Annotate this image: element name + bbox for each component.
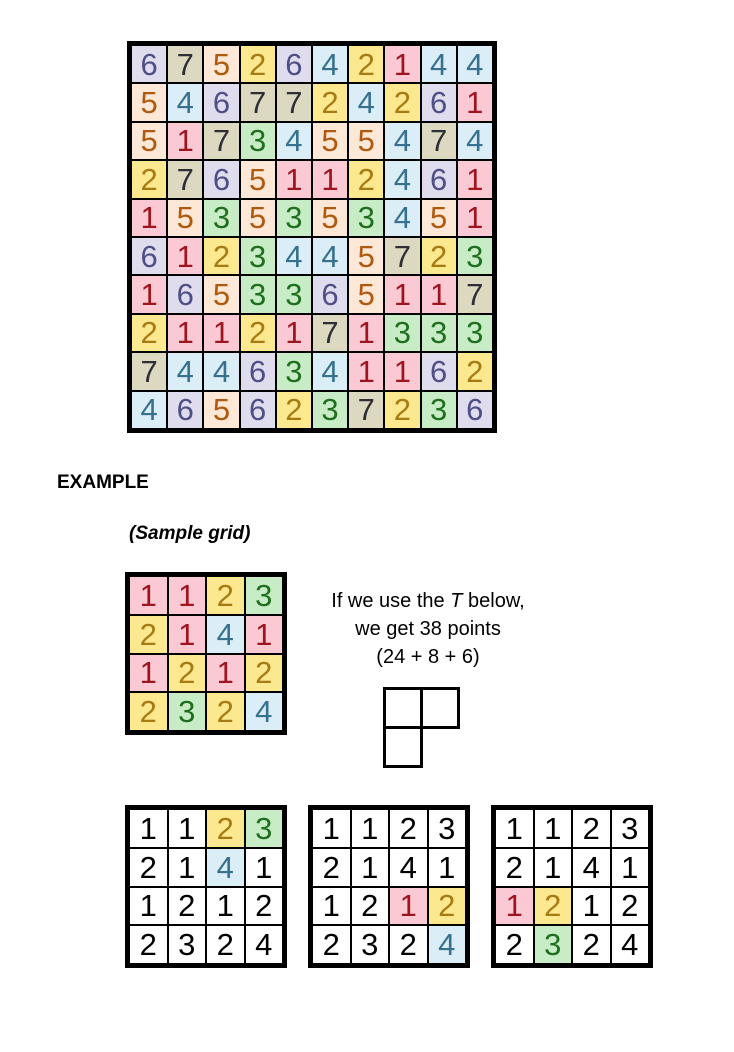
grid-cell: 6 (241, 392, 275, 428)
grid-cell: 1 (130, 888, 167, 925)
grid-cell: 7 (277, 84, 311, 120)
grid-cell: 2 (241, 46, 275, 82)
grid-cell: 2 (612, 888, 649, 925)
grid-cell: 4 (573, 849, 610, 886)
grid-cell: 6 (132, 238, 166, 274)
grid-cell: 1 (352, 849, 389, 886)
grid-cell: 1 (385, 276, 419, 312)
grid-cell: 2 (385, 84, 419, 120)
grid-cell: 4 (349, 84, 383, 120)
grid-cell: 5 (132, 84, 166, 120)
grid-cell: 2 (132, 315, 166, 351)
sample-grid-caption: (Sample grid) (129, 523, 251, 544)
grid-cell: 7 (458, 276, 492, 312)
puzzle-grid (127, 41, 497, 433)
annotation-text (306, 587, 550, 671)
grid-cell: 3 (313, 392, 347, 428)
grid-cell: 1 (313, 810, 350, 847)
grid-cell: 4 (429, 926, 466, 963)
grid-cell: 2 (207, 926, 244, 963)
grid-cell: 1 (573, 888, 610, 925)
grid-cell: 2 (429, 888, 466, 925)
grid-cell: 2 (207, 810, 244, 847)
grid-cell: 2 (130, 693, 167, 730)
grid-cell: 2 (246, 888, 283, 925)
grid-cell: 5 (241, 161, 275, 197)
grid-cell: 2 (130, 926, 167, 963)
grid-cell: 3 (535, 926, 572, 963)
grid-cell: 3 (422, 392, 456, 428)
grid-cell: 1 (612, 849, 649, 886)
grid-cell: 3 (169, 926, 206, 963)
grid-cell: 2 (132, 161, 166, 197)
grid-cell: 6 (204, 84, 238, 120)
grid-cell: 1 (458, 200, 492, 236)
grid-cell: 3 (429, 810, 466, 847)
grid-cell: 1 (204, 315, 238, 351)
grid-cell: 4 (458, 123, 492, 159)
placement-grid-3 (491, 805, 653, 968)
grid-cell: 1 (390, 888, 427, 925)
grid-cell: 3 (612, 810, 649, 847)
grid-cell: 2 (169, 655, 206, 692)
grid-cell: 3 (458, 238, 492, 274)
grid-cell: 5 (349, 276, 383, 312)
grid-cell: 3 (241, 276, 275, 312)
grid-cell: 7 (422, 123, 456, 159)
grid-cell: 5 (349, 123, 383, 159)
grid-cell: 2 (349, 46, 383, 82)
grid-cell: 5 (313, 123, 347, 159)
grid-cell: 1 (169, 616, 206, 653)
grid-cell: 2 (535, 888, 572, 925)
grid-cell: 2 (573, 926, 610, 963)
grid-cell: 3 (422, 315, 456, 351)
grid-cell: 1 (277, 161, 311, 197)
grid-cell: 6 (422, 161, 456, 197)
grid-cell: 4 (132, 392, 166, 428)
grid-cell: 2 (169, 888, 206, 925)
grid-cell: 1 (313, 161, 347, 197)
grid-cell: 4 (422, 46, 456, 82)
grid-cell: 6 (241, 353, 275, 389)
grid-cell: 4 (168, 353, 202, 389)
grid-cell: 6 (204, 161, 238, 197)
grid-cell: 3 (241, 123, 275, 159)
grid-cell: 5 (241, 200, 275, 236)
grid-cell: 5 (168, 200, 202, 236)
grid-cell: 4 (246, 693, 283, 730)
grid-cell: 6 (313, 276, 347, 312)
grid-cell: 1 (132, 200, 166, 236)
grid-cell: 7 (385, 238, 419, 274)
grid-cell: 1 (429, 849, 466, 886)
grid-cell: 1 (132, 276, 166, 312)
grid-cell: 4 (385, 161, 419, 197)
grid-cell: 1 (385, 46, 419, 82)
sample-grid (125, 572, 287, 735)
example-heading: EXAMPLE (57, 472, 149, 493)
grid-cell: 1 (130, 810, 167, 847)
grid-cell: 2 (207, 577, 244, 614)
grid-cell: 1 (169, 810, 206, 847)
grid-cell: 2 (246, 655, 283, 692)
grid-cell: 1 (349, 315, 383, 351)
grid-cell: 1 (207, 655, 244, 692)
grid-cell: 1 (277, 315, 311, 351)
grid-cell: 6 (458, 392, 492, 428)
grid-cell: 1 (349, 353, 383, 389)
grid-cell: 7 (168, 161, 202, 197)
grid-cell: 1 (535, 810, 572, 847)
grid-cell: 5 (204, 46, 238, 82)
grid-cell: 5 (349, 238, 383, 274)
grid-cell: 3 (204, 200, 238, 236)
grid-cell: 1 (458, 84, 492, 120)
grid-cell: 5 (422, 200, 456, 236)
grid-cell: 6 (422, 84, 456, 120)
grid-cell: 1 (246, 616, 283, 653)
grid-cell: 2 (313, 84, 347, 120)
grid-cell: 6 (132, 46, 166, 82)
grid-cell: 2 (390, 926, 427, 963)
grid-cell: 1 (169, 849, 206, 886)
grid-cell: 2 (458, 353, 492, 389)
grid-cell: 2 (352, 888, 389, 925)
grid-cell: 2 (422, 238, 456, 274)
grid-cell: 7 (241, 84, 275, 120)
grid-cell: 1 (535, 849, 572, 886)
annotation-line-3: (24 + 8 + 6) (376, 646, 480, 668)
t-tromino-shape (383, 687, 463, 769)
grid-cell: 1 (207, 888, 244, 925)
grid-cell: 3 (169, 693, 206, 730)
grid-cell: 1 (352, 810, 389, 847)
grid-cell: 7 (313, 315, 347, 351)
grid-cell: 7 (132, 353, 166, 389)
grid-cell: 1 (168, 123, 202, 159)
grid-cell: 4 (207, 616, 244, 653)
grid-cell: 2 (496, 926, 533, 963)
grid-cell: 2 (130, 849, 167, 886)
grid-cell: 4 (168, 84, 202, 120)
grid-cell: 1 (496, 810, 533, 847)
grid-cell: 1 (130, 655, 167, 692)
grid-cell: 3 (277, 200, 311, 236)
grid-cell: 5 (132, 123, 166, 159)
grid-cell: 3 (241, 238, 275, 274)
grid-cell: 5 (204, 276, 238, 312)
grid-cell: 7 (349, 392, 383, 428)
grid-cell: 2 (313, 926, 350, 963)
grid-cell: 4 (204, 353, 238, 389)
grid-cell: 4 (458, 46, 492, 82)
grid-cell: 1 (130, 577, 167, 614)
grid-cell: 4 (390, 849, 427, 886)
grid-cell: 1 (422, 276, 456, 312)
grid-cell: 7 (168, 46, 202, 82)
grid-cell: 4 (313, 46, 347, 82)
annotation-line-2: we get 38 points (355, 618, 501, 640)
grid-cell: 1 (458, 161, 492, 197)
annotation-line-1: If we use the T below, (331, 590, 525, 612)
grid-cell: 1 (385, 353, 419, 389)
grid-cell: 2 (277, 392, 311, 428)
grid-cell: 2 (390, 810, 427, 847)
grid-cell: 3 (277, 353, 311, 389)
grid-cell: 4 (313, 238, 347, 274)
grid-cell: 4 (313, 353, 347, 389)
grid-cell: 1 (313, 888, 350, 925)
placement-grid-2 (308, 805, 470, 968)
grid-cell: 2 (349, 161, 383, 197)
grid-cell: 4 (277, 238, 311, 274)
grid-cell: 6 (277, 46, 311, 82)
grid-cell: 3 (349, 200, 383, 236)
grid-cell: 2 (241, 315, 275, 351)
grid-cell: 1 (168, 238, 202, 274)
grid-cell: 3 (277, 276, 311, 312)
grid-cell: 2 (496, 849, 533, 886)
grid-cell: 6 (168, 392, 202, 428)
placement-grid-1 (125, 805, 287, 968)
grid-cell: 7 (204, 123, 238, 159)
grid-cell: 4 (385, 200, 419, 236)
grid-cell: 3 (246, 810, 283, 847)
grid-cell: 4 (612, 926, 649, 963)
grid-cell: 5 (204, 392, 238, 428)
grid-cell: 3 (458, 315, 492, 351)
grid-cell: 2 (313, 849, 350, 886)
grid-cell: 6 (422, 353, 456, 389)
grid-cell: 2 (573, 810, 610, 847)
grid-cell: 1 (496, 888, 533, 925)
grid-cell: 1 (168, 315, 202, 351)
grid-cell: 3 (246, 577, 283, 614)
grid-cell: 1 (246, 849, 283, 886)
grid-cell: 5 (313, 200, 347, 236)
variable-t: T (450, 590, 463, 612)
grid-cell: 4 (246, 926, 283, 963)
grid-cell: 3 (352, 926, 389, 963)
grid-cell: 4 (385, 123, 419, 159)
grid-cell: 2 (385, 392, 419, 428)
grid-cell: 4 (277, 123, 311, 159)
grid-cell: 2 (207, 693, 244, 730)
grid-cell: 4 (207, 849, 244, 886)
grid-cell: 1 (169, 577, 206, 614)
grid-cell: 2 (130, 616, 167, 653)
grid-cell: 3 (385, 315, 419, 351)
grid-cell: 6 (168, 276, 202, 312)
grid-cell: 2 (204, 238, 238, 274)
